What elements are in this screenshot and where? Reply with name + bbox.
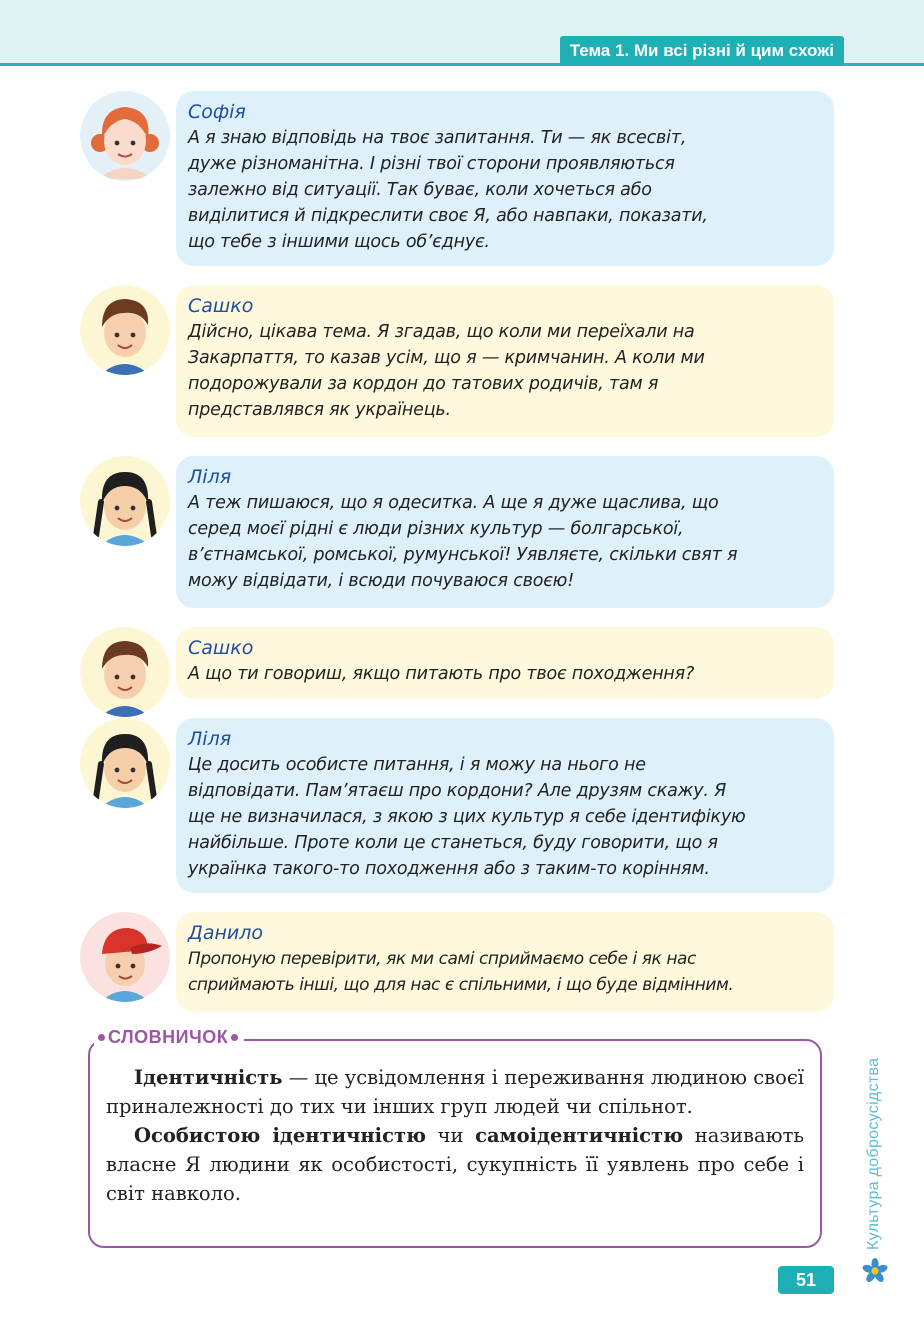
glossary-term: Ідентичність: [134, 1066, 283, 1089]
speech-line: українка такого-то походження або з таким-то корінням.: [188, 859, 710, 879]
speaker-name: Сашко: [188, 295, 254, 317]
speech-line: серед моєї рідні є люди різних культур — болгарської,: [188, 519, 684, 539]
flower-icon: [862, 1258, 888, 1284]
speech-line: дуже різноманітна. І різні твої сторони проявляються: [188, 154, 675, 174]
boy-brown-hair-avatar-icon: [80, 627, 170, 717]
speech-line: представлявся як українець.: [188, 400, 451, 420]
topic-label: Тема 1. Ми всі різні й цим схожі: [560, 36, 844, 66]
speaker-name: Сашко: [188, 637, 254, 659]
speech-line: Пропоную перевірити, як ми самі сприймаємо себе і як нас: [188, 949, 696, 969]
speech-line: в’єтнамської, ромської, румунської! Уявляєте, скільки свят я: [188, 545, 738, 565]
speaker-name: Ліля: [188, 728, 232, 750]
glossary-title: СЛОВНИЧОК: [108, 1027, 229, 1047]
speech-line: Закарпаття, то казав усім, що я — кримчанин. А коли ми: [188, 348, 705, 368]
dot-icon: [231, 1034, 238, 1041]
glossary-body: [106, 1063, 804, 1208]
speech-bubble: [176, 91, 834, 266]
speech-line: відповідати. Пам’ятаєш про кордони? Але друзям скажу. Я: [188, 781, 727, 801]
glossary-header: [94, 1027, 244, 1048]
speech-line: Це досить особисте питання, і я можу на нього не: [188, 755, 646, 775]
speech-line: найбільше. Проте коли це станеться, буду говорити, що я: [188, 833, 718, 853]
glossary-definition-identity: [106, 1063, 804, 1121]
speech-bubble: [176, 718, 834, 893]
side-section-title: Культура добросусідства: [865, 1057, 882, 1250]
page-number: 51: [778, 1266, 834, 1294]
speech-line: ще не визначилася, з якою з цих культур я себе ідентифікую: [188, 807, 746, 827]
speech-line: виділитися й підкреслити своє Я, або навпаки, показати,: [188, 206, 708, 226]
speaker-name: Ліля: [188, 466, 232, 488]
speech-line: А що ти говориш, якщо питають про твоє походження?: [188, 664, 695, 684]
glossary-text: — це усвідомлення і переживання людиною своєї приналежності до тих чи інших груп людей чи спільнот.: [106, 1066, 804, 1118]
boy-brown-hair-avatar-icon: [80, 285, 170, 375]
speech-bubble: [176, 456, 834, 608]
header-band: [0, 0, 924, 66]
speech-bubble: [176, 285, 834, 437]
girl-red-hair-avatar-icon: [80, 91, 170, 181]
dot-icon: [98, 1034, 105, 1041]
speech-line: можу відвідати, і всюди почуваюся своєю!: [188, 571, 575, 591]
speech-line: залежно від ситуації. Так буває, коли хочеться або: [188, 180, 652, 200]
speech-line: сприймають інші, що для нас є спільними, і що буде відмінним.: [188, 975, 734, 995]
girl-black-braids-avatar-icon: [80, 718, 170, 808]
boy-red-cap-avatar-icon: [80, 912, 170, 1002]
speaker-name: Данило: [188, 922, 264, 944]
speech-bubble: [176, 627, 834, 699]
glossary-box: [88, 1027, 822, 1248]
speech-line: А я знаю відповідь на твоє запитання. Ти — як всесвіт,: [188, 128, 687, 148]
speaker-name: Софія: [188, 101, 246, 123]
glossary-term: самоідентичністю: [475, 1124, 684, 1147]
glossary-text: чи: [426, 1124, 476, 1147]
speech-bubble: [176, 912, 834, 1012]
speech-line: що тебе з іншими щось об’єднує.: [188, 232, 490, 252]
speech-line: А теж пишаюся, що я одеситка. А ще я дуже щаслива, що: [188, 493, 719, 513]
speech-line: Дійсно, цікава тема. Я згадав, що коли ми переїхали на: [188, 322, 695, 342]
glossary-definition-personal-identity: [106, 1121, 804, 1208]
girl-black-braids-avatar-icon: [80, 456, 170, 546]
glossary-text: називають власне Я людини як особистості, сукупність її уявлень про себе і світ навколо.: [106, 1124, 804, 1205]
speech-line: подорожували за кордон до татових родичів, там я: [188, 374, 659, 394]
glossary-term: Особистою ідентичністю: [134, 1124, 427, 1147]
